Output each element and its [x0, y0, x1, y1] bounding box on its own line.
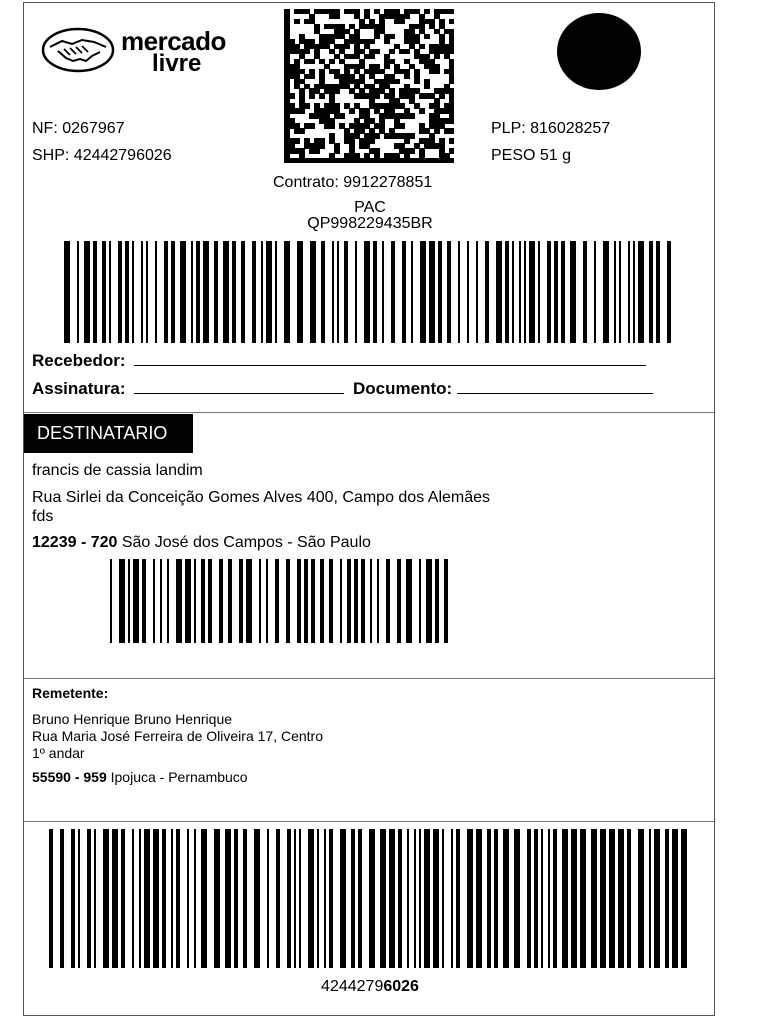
barcode-bar — [84, 241, 90, 343]
barcode-bar — [638, 829, 644, 968]
code-module — [399, 123, 405, 128]
code-module — [374, 133, 380, 138]
code-module — [409, 133, 415, 138]
code-module — [369, 39, 375, 44]
shipping-label — [23, 2, 715, 1016]
barcode-bar — [294, 829, 296, 968]
barcode-bar — [201, 829, 207, 968]
barcode-bar — [103, 829, 109, 968]
receiver-row — [32, 350, 646, 371]
barcode-bar — [162, 829, 166, 968]
barcode-bar — [442, 829, 444, 968]
code-module — [449, 118, 454, 123]
code-module — [299, 128, 305, 133]
barcode-bar — [370, 559, 372, 643]
barcode-bar — [112, 829, 118, 968]
recipient-cep: 12239 - 720 — [32, 534, 118, 551]
code-module — [369, 138, 375, 143]
barcode-bar — [397, 559, 401, 643]
contract-number: Contrato: 9912278851 — [273, 174, 433, 191]
barcode-bar — [252, 241, 256, 343]
barcode-bar — [128, 559, 130, 643]
barcode-bar — [633, 241, 635, 343]
barcode-bar — [476, 829, 482, 968]
datamatrix-code — [284, 9, 454, 163]
barcode-bar — [340, 559, 342, 643]
barcode-bar — [141, 241, 143, 343]
recipient-city: São José dos Campos - São Paulo — [121, 534, 371, 551]
barcode-bar — [406, 559, 412, 643]
barcode-bar — [496, 241, 502, 343]
code-module — [329, 59, 335, 64]
barcode-bar — [512, 241, 514, 343]
code-module — [404, 138, 410, 143]
code-module — [344, 44, 350, 49]
barcode-bar — [672, 829, 678, 968]
code-module — [409, 113, 415, 118]
barcode-bar — [386, 559, 390, 643]
barcode-bar — [180, 241, 186, 343]
barcode-bar — [364, 241, 370, 343]
barcode-bar — [284, 241, 290, 343]
barcode-bar — [433, 829, 439, 968]
barcode-bar — [534, 829, 538, 968]
barcode-bar — [153, 559, 155, 643]
barcode-bar — [519, 241, 521, 343]
barcode-bar — [467, 829, 473, 968]
barcode-bar — [340, 829, 346, 968]
barcode-bar — [594, 241, 596, 343]
barcode-bar — [254, 829, 260, 968]
code-module — [334, 148, 340, 153]
barcode-bar — [627, 829, 631, 968]
barcode-bar — [373, 241, 377, 343]
signature-label: Assinatura: — [32, 379, 126, 398]
barcode-bar — [139, 829, 141, 968]
barcode-bar — [219, 559, 223, 643]
sender-city-row — [32, 769, 248, 786]
barcode-bar — [603, 241, 609, 343]
plp-number: PLP: 816028257 — [491, 120, 611, 137]
mercado-livre-logo — [40, 25, 240, 85]
barcode-bar — [467, 241, 469, 343]
barcode-bar — [228, 559, 232, 643]
barcode-bar — [382, 241, 384, 343]
shipment-code — [24, 977, 716, 996]
code-module — [309, 74, 315, 79]
barcode-bar — [287, 829, 291, 968]
barcode-bar — [562, 829, 568, 968]
barcode-bar — [246, 559, 252, 643]
barcode-bar — [155, 241, 157, 343]
code-module — [424, 34, 430, 39]
barcode-bar — [487, 829, 491, 968]
barcode-bar — [324, 829, 326, 968]
recipient-name: francis de cassia landim — [32, 462, 203, 479]
code-module — [314, 148, 320, 153]
barcode-bar — [239, 559, 243, 643]
code-module — [384, 39, 390, 44]
barcode-bar — [286, 559, 290, 643]
barcode-bar — [214, 829, 220, 968]
barcode-bar — [267, 829, 269, 968]
barcode-bar — [276, 829, 280, 968]
barcode-bar — [87, 829, 91, 968]
barcode-bar — [411, 241, 413, 343]
barcode-bar — [93, 241, 97, 343]
code-module — [449, 158, 454, 163]
code-module — [434, 69, 440, 74]
barcode-bar — [527, 829, 531, 968]
barcode-bar — [438, 241, 442, 343]
logo-text-mercado: mercado — [121, 26, 226, 56]
divider — [24, 821, 714, 822]
code-module — [369, 54, 375, 59]
barcode-bar — [194, 559, 196, 643]
barcode-bar — [649, 241, 653, 343]
code-module — [304, 103, 310, 108]
barcode-bar — [420, 241, 426, 343]
barcode-bar — [628, 241, 630, 343]
code-module — [434, 54, 440, 59]
barcode-bar — [71, 829, 75, 968]
barcode-bar — [389, 829, 395, 968]
handshake-icon — [40, 25, 118, 75]
barcode-bar — [266, 559, 268, 643]
code-module — [389, 34, 395, 39]
barcode-bar — [196, 241, 200, 343]
weight: PESO 51 g — [491, 147, 572, 164]
barcode-bar — [347, 559, 351, 643]
barcode-bar — [194, 829, 196, 968]
barcode-bar — [649, 829, 651, 968]
barcode-bar — [232, 241, 236, 343]
barcode-bar — [60, 829, 64, 968]
barcode-bar — [142, 559, 146, 643]
shipment-barcode — [49, 829, 692, 968]
code-module — [349, 108, 355, 113]
barcode-bar — [299, 829, 301, 968]
code-module — [449, 49, 454, 54]
barcode-bar — [355, 241, 357, 343]
barcode-bar — [485, 241, 489, 343]
barcode-bar — [119, 559, 125, 643]
code-module — [449, 79, 454, 84]
barcode-bar — [476, 241, 478, 343]
barcode-bar — [304, 559, 308, 643]
code-module — [319, 93, 325, 98]
barcode-bar — [548, 829, 550, 968]
barcode-bar — [160, 559, 162, 643]
recipient-address: Rua Sirlei da Conceição Gomes Alves 400, Campo dos Alemães — [32, 489, 491, 506]
sender-city: Ipojuca - Pernambuco — [110, 769, 248, 785]
barcode-bar — [203, 241, 209, 343]
barcode-bar — [538, 241, 540, 343]
code-module — [289, 93, 295, 98]
barcode-bar — [261, 241, 263, 343]
barcode-bar — [426, 559, 432, 643]
barcode-bar — [619, 241, 621, 343]
black-circle-mark — [557, 13, 641, 90]
code-module — [419, 108, 425, 113]
code-module — [309, 93, 315, 98]
barcode-bar — [49, 829, 53, 968]
receiver-line — [134, 350, 646, 366]
barcode-bar — [317, 829, 319, 968]
shipment-code-suffix: 6026 — [383, 978, 419, 995]
barcode-bar — [667, 241, 671, 343]
barcode-bar — [654, 829, 660, 968]
barcode-bar — [223, 241, 229, 343]
sender-address: Rua Maria José Ferreira de Oliveira 17, Centro — [32, 728, 324, 744]
barcode-bar — [171, 241, 175, 343]
barcode-bar — [424, 829, 430, 968]
barcode-bar — [656, 241, 660, 343]
barcode-bar — [402, 241, 406, 343]
barcode-bar — [77, 241, 79, 343]
signature-row — [32, 378, 653, 399]
barcode-bar — [571, 829, 577, 968]
barcode-bar — [94, 829, 96, 968]
barcode-bar — [243, 829, 247, 968]
barcode-bar — [176, 829, 180, 968]
code-module — [404, 14, 410, 19]
code-module — [374, 34, 380, 39]
sender-section-label: Remetente: — [32, 685, 109, 701]
barcode-bar — [118, 241, 122, 343]
divider — [24, 678, 714, 679]
code-module — [449, 128, 454, 133]
barcode-bar — [78, 829, 80, 968]
barcode-bar — [580, 829, 586, 968]
code-module — [424, 84, 430, 89]
code-module — [384, 64, 390, 69]
code-module — [449, 138, 454, 143]
barcode-bar — [407, 829, 409, 968]
code-module — [414, 79, 420, 84]
barcode-bar — [275, 559, 279, 643]
barcode-bar — [514, 829, 520, 968]
barcode-bar — [337, 241, 339, 343]
sender-cep: 55590 - 959 — [32, 769, 107, 785]
sender-complement: 1º andar — [32, 745, 85, 761]
logo-text-livre: livre — [152, 50, 202, 77]
barcode-bar — [451, 829, 453, 968]
barcode-bar — [311, 559, 315, 643]
barcode-bar — [329, 559, 333, 643]
barcode-bar — [153, 829, 159, 968]
barcode-bar — [297, 241, 303, 343]
code-module — [319, 143, 325, 148]
barcode-bar — [369, 829, 375, 968]
barcode-bar — [320, 559, 324, 643]
code-module — [404, 74, 410, 79]
barcode-bar — [171, 829, 173, 968]
barcode-bar — [444, 559, 448, 643]
barcode-bar — [494, 829, 498, 968]
barcode-bar — [600, 829, 606, 968]
barcode-bar — [377, 559, 379, 643]
barcode-bar — [201, 559, 205, 643]
barcode-bar — [609, 829, 615, 968]
barcode-bar — [591, 829, 597, 968]
barcode-bar — [554, 241, 558, 343]
barcode-bar — [146, 241, 148, 343]
barcode-bar — [447, 241, 451, 343]
barcode-bar — [208, 559, 212, 643]
barcode-bar — [614, 241, 616, 343]
barcode-bar — [380, 829, 386, 968]
barcode-bar — [176, 559, 182, 643]
barcode-bar — [266, 241, 272, 343]
code-module — [294, 138, 300, 143]
shipment-code-prefix: 4244279 — [321, 978, 384, 995]
barcode-bar — [435, 559, 439, 643]
code-module — [409, 148, 415, 153]
barcode-bar — [553, 829, 557, 968]
barcode-bar — [191, 241, 193, 343]
barcode-bar — [164, 241, 168, 343]
code-module — [309, 59, 315, 64]
barcode-bar — [64, 241, 70, 343]
barcode-bar — [121, 829, 125, 968]
shp-number: SHP: 42442796026 — [32, 147, 172, 164]
code-module — [424, 9, 430, 14]
barcode-bar — [391, 241, 395, 343]
barcode-bar — [321, 241, 325, 343]
barcode-bar — [308, 829, 314, 968]
code-module — [394, 79, 400, 84]
barcode-bar — [541, 829, 543, 968]
barcode-bar — [665, 829, 669, 968]
barcode-bar — [234, 829, 238, 968]
barcode-bar — [547, 241, 551, 343]
barcode-bar — [241, 241, 245, 343]
code-module — [419, 44, 425, 49]
barcode-bar — [144, 829, 150, 968]
code-module — [374, 93, 380, 98]
barcode-bar — [570, 241, 576, 343]
barcode-bar — [681, 829, 687, 968]
service-type: PAC — [354, 199, 386, 216]
barcode-bar — [167, 559, 169, 643]
code-module — [294, 19, 300, 24]
barcode-bar — [259, 559, 261, 643]
barcode-bar — [429, 241, 435, 343]
barcode-bar — [458, 241, 460, 343]
recipient-complement: fds — [32, 508, 54, 525]
barcode-bar — [344, 241, 348, 343]
signature-line — [134, 378, 344, 394]
nf-number: NF: 0267967 — [32, 120, 125, 137]
barcode-bar — [618, 829, 624, 968]
barcode-bar — [214, 241, 218, 343]
code-module — [304, 49, 310, 54]
barcode-bar — [419, 559, 421, 643]
barcode-bar — [351, 829, 355, 968]
sender-name: Bruno Henrique Bruno Henrique — [32, 711, 233, 727]
divider — [24, 412, 714, 413]
barcode-bar — [505, 241, 509, 343]
barcode-bar — [109, 241, 111, 343]
code-module — [449, 19, 454, 24]
barcode-bar — [329, 829, 333, 968]
barcode-bar — [524, 241, 526, 343]
document-line — [457, 378, 653, 394]
barcode-bar — [456, 829, 460, 968]
code-module — [399, 19, 405, 24]
document-label: Documento: — [353, 379, 453, 398]
code-module — [439, 93, 445, 98]
barcode-bar — [102, 241, 106, 343]
barcode-bar — [332, 241, 334, 343]
code-module — [404, 49, 410, 54]
barcode-bar — [529, 241, 535, 343]
recipient-city-row — [32, 533, 371, 552]
code-module — [334, 14, 340, 19]
barcode-bar — [398, 829, 402, 968]
barcode-bar — [354, 559, 358, 643]
recipient-cep-barcode — [110, 559, 454, 643]
barcode-bar — [358, 829, 362, 968]
barcode-bar — [361, 559, 365, 643]
barcode-bar — [310, 241, 316, 343]
code-module — [309, 123, 315, 128]
tracking-code: QP998229435BR — [307, 215, 433, 232]
code-module — [329, 123, 335, 128]
barcode-bar — [225, 829, 231, 968]
barcode-bar — [185, 559, 191, 643]
barcode-bar — [187, 829, 189, 968]
barcode-bar — [133, 559, 139, 643]
barcode-bar — [132, 829, 134, 968]
barcode-bar — [503, 829, 509, 968]
code-module — [339, 113, 345, 118]
barcode-bar — [297, 559, 301, 643]
barcode-bar — [110, 559, 112, 643]
barcode-bar — [132, 241, 134, 343]
code-module — [449, 148, 454, 153]
barcode-bar — [583, 241, 587, 343]
barcode-bar — [419, 829, 421, 968]
code-module — [334, 88, 340, 93]
tracking-barcode — [64, 241, 678, 343]
barcode-bar — [561, 241, 565, 343]
code-module — [389, 49, 395, 54]
barcode-bar — [125, 241, 129, 343]
code-module — [434, 128, 440, 133]
recipient-section-label: DESTINATARIO — [24, 414, 193, 453]
barcode-bar — [414, 829, 416, 968]
barcode-bar — [275, 241, 277, 343]
barcode-bar — [638, 241, 644, 343]
code-module — [374, 49, 380, 54]
code-module — [299, 108, 305, 113]
receiver-label: Recebedor: — [32, 351, 126, 370]
code-module — [449, 9, 454, 14]
